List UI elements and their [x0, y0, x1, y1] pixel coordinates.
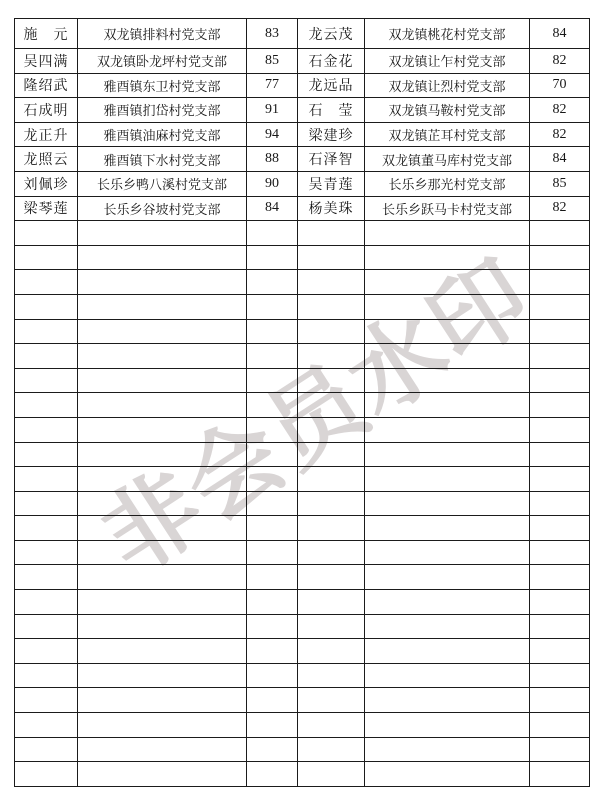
branch-cell: 雅酉镇油麻村党支部 — [78, 122, 247, 147]
empty-table-row — [15, 491, 590, 516]
empty-table-row — [15, 639, 590, 664]
table-row — [15, 196, 590, 221]
score-cell: 83 — [247, 19, 298, 49]
table-row — [15, 49, 590, 74]
table-body — [15, 19, 590, 787]
empty-cell — [365, 516, 530, 541]
empty-cell — [15, 442, 78, 467]
empty-cell — [247, 737, 298, 762]
table-row — [15, 19, 590, 49]
name-cell: 龙正升 — [15, 122, 78, 147]
empty-cell — [365, 663, 530, 688]
empty-cell — [247, 368, 298, 393]
empty-cell — [78, 737, 247, 762]
name-cell: 杨美珠 — [298, 196, 365, 221]
empty-cell — [247, 590, 298, 615]
empty-cell — [530, 270, 590, 295]
empty-cell — [298, 221, 365, 246]
branch-cell: 双龙镇董马库村党支部 — [365, 147, 530, 172]
empty-cell — [15, 688, 78, 713]
empty-cell — [530, 245, 590, 270]
empty-cell — [15, 737, 78, 762]
empty-cell — [298, 417, 365, 442]
empty-table-row — [15, 245, 590, 270]
empty-cell — [15, 221, 78, 246]
name-cell: 龙云茂 — [298, 19, 365, 49]
empty-cell — [15, 467, 78, 492]
empty-cell — [247, 762, 298, 787]
table-row — [15, 122, 590, 147]
empty-cell — [247, 663, 298, 688]
empty-cell — [298, 368, 365, 393]
empty-table-row — [15, 516, 590, 541]
score-cell: 70 — [530, 73, 590, 98]
empty-cell — [78, 442, 247, 467]
branch-cell: 长乐乡谷坡村党支部 — [78, 196, 247, 221]
empty-cell — [298, 713, 365, 738]
empty-cell — [15, 516, 78, 541]
score-cell: 82 — [530, 196, 590, 221]
empty-cell — [530, 540, 590, 565]
empty-cell — [15, 713, 78, 738]
score-cell: 88 — [247, 147, 298, 172]
empty-cell — [298, 639, 365, 664]
empty-cell — [15, 270, 78, 295]
empty-cell — [298, 737, 365, 762]
empty-cell — [78, 688, 247, 713]
score-cell: 85 — [530, 171, 590, 196]
empty-cell — [530, 614, 590, 639]
empty-cell — [298, 467, 365, 492]
branch-cell: 双龙镇让乍村党支部 — [365, 49, 530, 74]
name-cell: 梁琴莲 — [15, 196, 78, 221]
empty-cell — [530, 639, 590, 664]
empty-cell — [247, 491, 298, 516]
empty-cell — [530, 442, 590, 467]
name-cell: 梁建珍 — [298, 122, 365, 147]
score-cell: 84 — [530, 19, 590, 49]
empty-cell — [78, 344, 247, 369]
empty-cell — [247, 270, 298, 295]
empty-cell — [78, 467, 247, 492]
empty-cell — [365, 688, 530, 713]
empty-cell — [530, 688, 590, 713]
empty-cell — [365, 270, 530, 295]
empty-cell — [298, 393, 365, 418]
empty-cell — [365, 762, 530, 787]
branch-cell: 双龙镇卧龙坪村党支部 — [78, 49, 247, 74]
empty-cell — [365, 467, 530, 492]
empty-table-row — [15, 294, 590, 319]
empty-cell — [15, 491, 78, 516]
empty-table-row — [15, 368, 590, 393]
empty-cell — [365, 639, 530, 664]
empty-cell — [15, 319, 78, 344]
empty-cell — [365, 442, 530, 467]
empty-table-row — [15, 467, 590, 492]
branch-cell: 雅酉镇东卫村党支部 — [78, 73, 247, 98]
empty-cell — [247, 467, 298, 492]
score-cell: 94 — [247, 122, 298, 147]
table-row — [15, 147, 590, 172]
score-cell: 84 — [530, 147, 590, 172]
empty-cell — [15, 294, 78, 319]
branch-cell: 长乐乡跃马卡村党支部 — [365, 196, 530, 221]
empty-table-row — [15, 319, 590, 344]
empty-cell — [78, 491, 247, 516]
empty-cell — [247, 516, 298, 541]
name-cell: 龙照云 — [15, 147, 78, 172]
empty-cell — [78, 540, 247, 565]
empty-cell — [247, 540, 298, 565]
table-row — [15, 73, 590, 98]
empty-cell — [365, 368, 530, 393]
empty-cell — [247, 713, 298, 738]
empty-cell — [78, 614, 247, 639]
empty-cell — [365, 319, 530, 344]
empty-table-row — [15, 344, 590, 369]
empty-cell — [365, 491, 530, 516]
empty-cell — [298, 540, 365, 565]
empty-cell — [15, 540, 78, 565]
empty-cell — [530, 565, 590, 590]
empty-cell — [78, 319, 247, 344]
empty-cell — [530, 467, 590, 492]
branch-cell: 雅酉镇扪岱村党支部 — [78, 98, 247, 123]
empty-cell — [15, 245, 78, 270]
branch-cell: 雅酉镇下水村党支部 — [78, 147, 247, 172]
empty-cell — [298, 590, 365, 615]
name-cell: 石成明 — [15, 98, 78, 123]
empty-table-row — [15, 221, 590, 246]
score-cell: 85 — [247, 49, 298, 74]
empty-cell — [365, 737, 530, 762]
empty-table-row — [15, 688, 590, 713]
empty-cell — [78, 393, 247, 418]
table-row — [15, 171, 590, 196]
empty-cell — [365, 565, 530, 590]
name-cell: 刘佩珍 — [15, 171, 78, 196]
empty-cell — [247, 393, 298, 418]
empty-cell — [298, 762, 365, 787]
empty-cell — [298, 516, 365, 541]
table-row — [15, 98, 590, 123]
empty-cell — [298, 245, 365, 270]
empty-cell — [15, 344, 78, 369]
empty-cell — [247, 639, 298, 664]
empty-cell — [365, 540, 530, 565]
empty-cell — [530, 294, 590, 319]
branch-cell: 双龙镇排料村党支部 — [78, 19, 247, 49]
empty-cell — [247, 688, 298, 713]
branch-cell: 长乐乡鸭八溪村党支部 — [78, 171, 247, 196]
branch-cell: 长乐乡那光村党支部 — [365, 171, 530, 196]
empty-cell — [78, 417, 247, 442]
empty-cell — [365, 590, 530, 615]
empty-cell — [247, 294, 298, 319]
name-cell: 石泽智 — [298, 147, 365, 172]
score-cell: 91 — [247, 98, 298, 123]
empty-cell — [530, 590, 590, 615]
empty-cell — [530, 393, 590, 418]
branch-cell: 双龙镇让烈村党支部 — [365, 73, 530, 98]
branch-cell: 双龙镇桃花村党支部 — [365, 19, 530, 49]
empty-cell — [530, 491, 590, 516]
empty-cell — [298, 688, 365, 713]
empty-cell — [530, 713, 590, 738]
empty-cell — [365, 614, 530, 639]
empty-cell — [78, 713, 247, 738]
empty-table-row — [15, 565, 590, 590]
watermark-text: 非会员水印 — [84, 240, 550, 594]
empty-cell — [298, 344, 365, 369]
score-cell: 84 — [247, 196, 298, 221]
empty-table-row — [15, 270, 590, 295]
empty-cell — [247, 417, 298, 442]
empty-cell — [298, 294, 365, 319]
empty-cell — [78, 294, 247, 319]
score-cell: 77 — [247, 73, 298, 98]
empty-cell — [530, 762, 590, 787]
branch-cell: 双龙镇芷耳村党支部 — [365, 122, 530, 147]
empty-cell — [530, 344, 590, 369]
empty-cell — [365, 713, 530, 738]
empty-cell — [78, 762, 247, 787]
name-cell: 施 元 — [15, 19, 78, 49]
name-cell: 隆绍武 — [15, 73, 78, 98]
empty-cell — [298, 565, 365, 590]
empty-cell — [78, 663, 247, 688]
empty-table-row — [15, 737, 590, 762]
empty-cell — [78, 639, 247, 664]
empty-cell — [530, 516, 590, 541]
empty-cell — [78, 590, 247, 615]
empty-cell — [247, 442, 298, 467]
empty-cell — [298, 614, 365, 639]
empty-cell — [247, 344, 298, 369]
empty-cell — [530, 368, 590, 393]
empty-cell — [530, 221, 590, 246]
empty-table-row — [15, 590, 590, 615]
empty-cell — [15, 663, 78, 688]
name-cell: 吴青莲 — [298, 171, 365, 196]
empty-cell — [530, 737, 590, 762]
empty-cell — [530, 663, 590, 688]
branch-cell: 双龙镇马鞍村党支部 — [365, 98, 530, 123]
empty-table-row — [15, 663, 590, 688]
name-cell: 石金花 — [298, 49, 365, 74]
empty-cell — [15, 393, 78, 418]
empty-cell — [365, 344, 530, 369]
empty-table-row — [15, 442, 590, 467]
empty-table-row — [15, 762, 590, 787]
empty-cell — [365, 393, 530, 418]
empty-cell — [78, 368, 247, 393]
empty-cell — [15, 417, 78, 442]
empty-cell — [247, 319, 298, 344]
empty-cell — [15, 614, 78, 639]
empty-cell — [298, 663, 365, 688]
score-cell: 82 — [530, 122, 590, 147]
empty-cell — [78, 221, 247, 246]
empty-cell — [365, 245, 530, 270]
empty-cell — [298, 270, 365, 295]
score-cell: 90 — [247, 171, 298, 196]
empty-cell — [247, 614, 298, 639]
empty-cell — [78, 565, 247, 590]
empty-cell — [365, 294, 530, 319]
empty-cell — [298, 442, 365, 467]
empty-cell — [365, 221, 530, 246]
empty-cell — [530, 417, 590, 442]
empty-table-row — [15, 614, 590, 639]
empty-cell — [247, 565, 298, 590]
name-cell: 吴四满 — [15, 49, 78, 74]
empty-cell — [15, 762, 78, 787]
empty-table-row — [15, 713, 590, 738]
empty-cell — [247, 245, 298, 270]
empty-cell — [15, 368, 78, 393]
empty-cell — [298, 319, 365, 344]
empty-table-row — [15, 417, 590, 442]
name-cell: 石 莹 — [298, 98, 365, 123]
empty-cell — [365, 417, 530, 442]
empty-cell — [78, 270, 247, 295]
empty-table-row — [15, 540, 590, 565]
empty-cell — [15, 590, 78, 615]
score-cell: 82 — [530, 98, 590, 123]
score-cell: 82 — [530, 49, 590, 74]
empty-cell — [247, 221, 298, 246]
score-table — [14, 18, 590, 787]
name-cell: 龙远品 — [298, 73, 365, 98]
empty-cell — [78, 516, 247, 541]
empty-cell — [298, 491, 365, 516]
empty-table-row — [15, 393, 590, 418]
empty-cell — [15, 565, 78, 590]
empty-cell — [15, 639, 78, 664]
empty-cell — [530, 319, 590, 344]
empty-cell — [78, 245, 247, 270]
